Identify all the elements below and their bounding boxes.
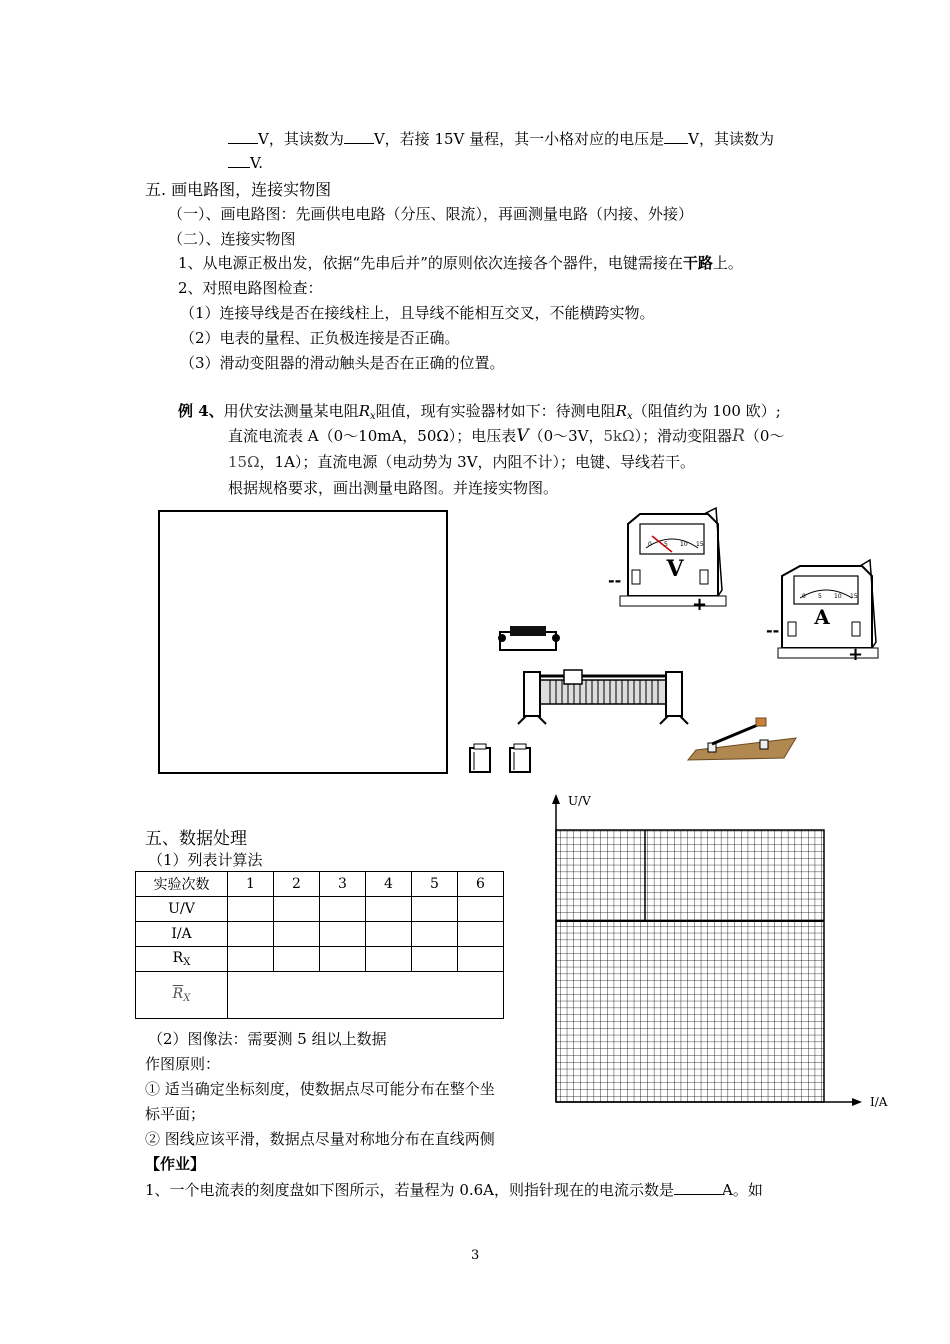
step-1: （一）、画电路图：先画供电电路（分压、限流），再画测量电路（内接、外接） — [168, 205, 694, 223]
check-1: （1）连接导线是否在接线柱上，且导线不能相互交叉，不能横跨实物。 — [180, 304, 655, 322]
para-2: 2、对照电路图检查： — [178, 279, 323, 297]
table-row — [136, 872, 504, 897]
meter-scale-label: 10 — [834, 593, 842, 600]
method-1: （1）列表计算法 — [148, 851, 263, 869]
header-cell: 6 — [458, 872, 504, 897]
x-axis-arrow-icon — [852, 1098, 862, 1106]
blank[interactable] — [664, 129, 688, 144]
fill-line-1: V，其读数为 V，若接 15V 量程，其一小格对应的电压是 V，其读数为 — [228, 128, 774, 149]
blank[interactable] — [228, 129, 258, 144]
example-4-line-3: 15Ω，1A）；直流电源（电动势为 3V，内阻不计）；电键、导线若干。 — [228, 453, 696, 471]
table-row — [136, 897, 504, 922]
homework-q1: 1、一个电流表的刻度盘如下图所示，若量程为 0.6A，则指针现在的电流示数是 A。如 — [145, 1181, 763, 1199]
header-cell: 5 — [412, 872, 458, 897]
header-cell: 3 — [320, 872, 366, 897]
meter-scale-label: 0 — [648, 541, 652, 548]
homework-heading: 【作业】 — [145, 1155, 206, 1173]
resistor[interactable] — [498, 626, 560, 650]
y-axis-arrow-icon — [552, 794, 560, 804]
meter-scale-label: 15 — [850, 593, 858, 600]
voltmeter-letter: V — [666, 556, 684, 582]
y-axis-label: U/V — [568, 794, 591, 808]
table-row — [136, 947, 504, 972]
header-cell: 4 — [366, 872, 412, 897]
row-label: I/A — [136, 922, 228, 947]
rule-1-cont: 标平面； — [145, 1105, 206, 1123]
header-cell: 2 — [274, 872, 320, 897]
meter-scale-label: 5 — [664, 541, 668, 548]
fill-line-2: V. — [228, 153, 263, 172]
data-table — [135, 871, 504, 1019]
blank[interactable] — [228, 153, 250, 168]
section-heading-data: 五、数据处理 — [145, 829, 247, 849]
row-label-average: $\overline{R}_X$ — [136, 972, 228, 1019]
row-label: $R_X$ — [136, 947, 228, 972]
row-label: U/V — [136, 897, 228, 922]
ammeter-plus: + — [848, 644, 864, 665]
step-2: （二）、连接实物图 — [168, 230, 296, 248]
meter-scale-label: 10 — [680, 541, 688, 548]
table-row — [136, 972, 504, 1019]
ammeter[interactable] — [766, 560, 878, 665]
section-heading-5: 五. 画电路图，连接实物图 — [145, 180, 332, 199]
example-4-line-1: 例 4、用伏安法测量某电阻$R_x$阻值，现有实验器材如下：待测电阻$R_x$（阻值约为 100 欧）; — [178, 402, 781, 422]
ammeter-minus: -- — [766, 621, 780, 640]
rule-2: ② 图线应该平滑，数据点尽量对称地分布在直线两侧 — [145, 1130, 495, 1148]
x-axis-label: I/A — [870, 1095, 888, 1109]
example-4-line-4: 根据规格要求，画出测量电路图。并连接实物图。 — [228, 479, 559, 497]
header-cell: 实验次数 — [136, 872, 228, 897]
meter-scale-label: 15 — [696, 541, 704, 548]
voltmeter[interactable] — [608, 508, 726, 615]
apparatus-illustration — [460, 500, 900, 790]
voltmeter-plus: + — [692, 594, 708, 615]
knife-switch[interactable] — [688, 718, 796, 760]
para-1: 1、从电源正极出发，依据“先串后并”的原则依次连接各个器件，电键需接在干路上。 — [178, 254, 743, 272]
ammeter-letter: A — [814, 605, 830, 629]
blank[interactable] — [674, 1180, 722, 1195]
rule-1: ① 适当确定坐标刻度，使数据点尽可能分布在整个坐 — [145, 1080, 495, 1098]
graph-paper[interactable] — [540, 790, 900, 1110]
page-number: 3 — [471, 1248, 480, 1263]
circuit-drawing-box[interactable] — [158, 510, 448, 774]
rheostat[interactable] — [518, 670, 688, 724]
example-4-line-2: 直流电流表 A（0～10mA，50Ω）；电压表V（0～3V，5kΩ）；滑动变阻器R（0～ — [228, 426, 785, 446]
check-3: （3）滑动变阻器的滑动触头是否在正确的位置。 — [180, 354, 505, 372]
table-row — [136, 922, 504, 947]
meter-scale-label: 0 — [802, 593, 806, 600]
check-2: （2）电表的量程、正负极连接是否正确。 — [180, 329, 460, 347]
plot-principle: 作图原则： — [145, 1055, 221, 1073]
voltmeter-minus: -- — [608, 571, 622, 590]
meter-scale-label: 5 — [818, 593, 822, 600]
header-cell: 1 — [228, 872, 274, 897]
blank[interactable] — [344, 129, 374, 144]
method-2: （2）图像法：需要测 5 组以上数据 — [148, 1030, 387, 1048]
battery-cells[interactable] — [470, 744, 530, 772]
